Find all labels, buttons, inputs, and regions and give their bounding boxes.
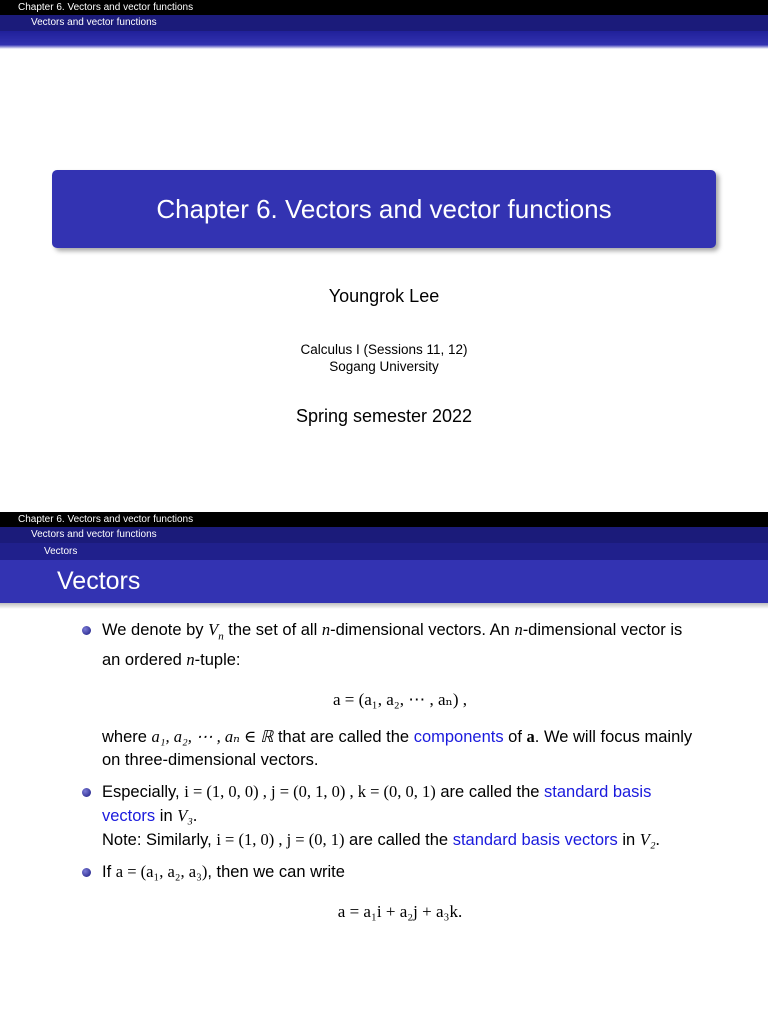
math-a: a: [526, 727, 535, 747]
text: . We will focus mainly on three-dimensional vectors.: [102, 728, 693, 770]
text: of: [503, 728, 527, 747]
standard-basis-term: standard basis vectors: [102, 783, 652, 826]
math-components-list: a₁, a₂, ⋯ , aₙ ∈ ℝ: [151, 727, 274, 747]
math-n: n: [514, 620, 523, 639]
math-a-3d: a = (a₁, a₂, a₃): [115, 862, 208, 882]
text: -dimensional vector is an ordered: [102, 621, 683, 670]
math-n: n: [321, 620, 331, 639]
vectors-slide: [0, 512, 768, 1024]
bullet-icon: [82, 868, 91, 877]
math-basis-2d: i = (1, 0) , j = (0, 1): [216, 830, 345, 850]
text: -dimensional vectors. An: [330, 621, 515, 639]
header-subsection: Vectors and vector functions: [0, 527, 768, 543]
title-box: [52, 170, 716, 248]
text: the set of all: [223, 621, 322, 639]
bullet-component-form: [0, 860, 768, 923]
equation-a-tuple: a = (a₁, a₂, ⋯ , aₙ) ,: [332, 690, 468, 710]
text: where: [102, 728, 152, 747]
text: Especially,: [102, 783, 185, 802]
text: that are called the: [273, 728, 414, 747]
text: are called the: [344, 831, 453, 850]
equation-a-ijk: a = a₁i + a₂j + a₃k.: [337, 902, 463, 922]
text: are called the: [435, 783, 545, 802]
math-v: V: [208, 620, 219, 639]
standard-basis-term: standard basis vectors: [452, 831, 618, 850]
header-separator: [0, 45, 768, 49]
author: Youngrok Lee: [328, 286, 440, 306]
math-sub-n: n: [218, 630, 224, 643]
slide-content: [0, 618, 768, 923]
bullet-vn-definition: [0, 618, 768, 772]
header-fade: [0, 31, 768, 45]
bullet-standard-basis: Especially, i = (1, 0, 0) , j = (0, 1, 0) , k = (0, 0, 1) are called the standard basis vectors in V₃. Note: Similarly, i = (1, 0) , j = (0, 1) are called the standard basis vectors in V₂.: [0, 780, 768, 852]
slide-title: Chapter 6. Vectors and vector functions: [156, 194, 612, 224]
text: If: [102, 863, 116, 882]
math-basis-3d: i = (1, 0, 0) , j = (0, 1, 0) , k = (0, 0, 1): [184, 782, 436, 802]
frame-title: Vectors: [0, 560, 768, 603]
course-name: Calculus I (Sessions 11, 12): [300, 342, 468, 357]
header-subsection: Vectors and vector functions: [0, 15, 768, 31]
text: -tuple:: [194, 651, 241, 670]
text: We denote by: [102, 621, 209, 639]
date: Spring semester 2022: [295, 406, 473, 426]
bullet-icon: [82, 626, 91, 635]
text: , then we can write: [207, 863, 345, 882]
text: Note: Similarly,: [102, 831, 217, 850]
text: in: [617, 831, 640, 850]
frame-title-shadow: [0, 603, 768, 609]
header-section: Chapter 6. Vectors and vector functions: [0, 0, 768, 15]
components-term: components: [413, 728, 504, 747]
university-name: Sogang University: [329, 359, 439, 374]
math-v3: V₃: [177, 806, 194, 826]
institute: [0, 341, 768, 375]
bullet-icon: [82, 788, 91, 797]
header-subsubsection: Vectors: [0, 543, 768, 560]
header-section: Chapter 6. Vectors and vector functions: [0, 512, 768, 527]
math-v2: V₂: [639, 830, 656, 850]
text: in: [155, 807, 178, 826]
math-n: n: [186, 650, 195, 670]
